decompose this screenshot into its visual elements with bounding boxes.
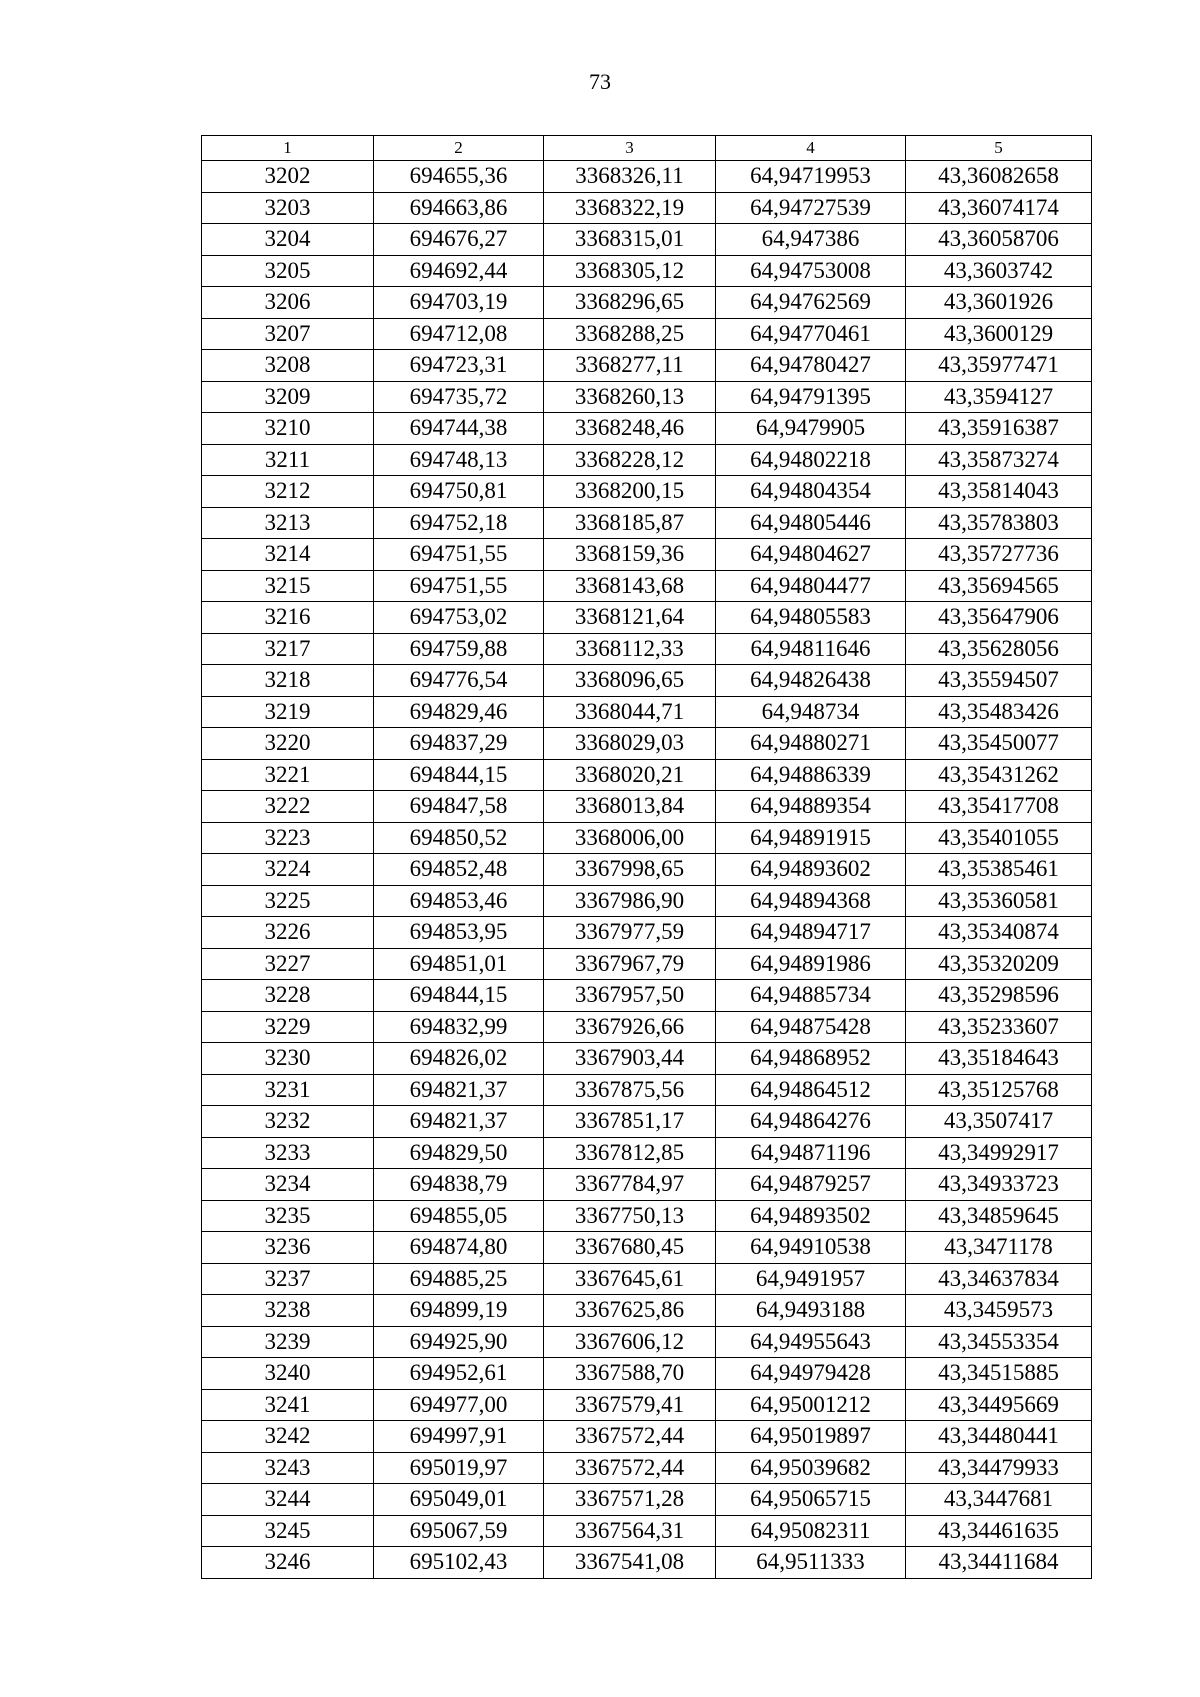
y-coordinate-cell: 3368044,71 <box>544 696 716 728</box>
x-coordinate-cell: 694735,72 <box>374 381 544 413</box>
x-coordinate-cell: 694925,90 <box>374 1326 544 1358</box>
longitude-cell: 43,35916387 <box>906 413 1092 445</box>
longitude-cell: 43,34479933 <box>906 1452 1092 1484</box>
latitude-cell: 64,94864276 <box>716 1106 906 1138</box>
table-row <box>202 1074 1092 1106</box>
longitude-cell: 43,35647906 <box>906 602 1092 634</box>
point-number-cell: 3202 <box>202 161 374 193</box>
x-coordinate-cell: 694885,25 <box>374 1263 544 1295</box>
x-coordinate-cell: 694977,00 <box>374 1389 544 1421</box>
latitude-cell: 64,94879257 <box>716 1169 906 1201</box>
y-coordinate-cell: 3367680,45 <box>544 1232 716 1264</box>
point-number-cell: 3243 <box>202 1452 374 1484</box>
table-row <box>202 948 1092 980</box>
point-number-cell: 3241 <box>202 1389 374 1421</box>
latitude-cell: 64,94802218 <box>716 444 906 476</box>
y-coordinate-cell: 3368013,84 <box>544 791 716 823</box>
x-coordinate-cell: 694899,19 <box>374 1295 544 1327</box>
point-number-cell: 3211 <box>202 444 374 476</box>
x-coordinate-cell: 694832,99 <box>374 1011 544 1043</box>
x-coordinate-cell: 694853,46 <box>374 885 544 917</box>
point-number-cell: 3242 <box>202 1421 374 1453</box>
point-number-cell: 3232 <box>202 1106 374 1138</box>
page-number: 73 <box>589 69 611 94</box>
point-number-cell: 3227 <box>202 948 374 980</box>
table-row <box>202 255 1092 287</box>
latitude-cell: 64,95039682 <box>716 1452 906 1484</box>
point-number-cell: 3220 <box>202 728 374 760</box>
y-coordinate-cell: 3367875,56 <box>544 1074 716 1106</box>
table-row <box>202 633 1092 665</box>
x-coordinate-cell: 694748,13 <box>374 444 544 476</box>
header-row <box>202 136 1092 161</box>
point-number-cell: 3244 <box>202 1484 374 1516</box>
column-header-4: 4 <box>716 136 906 161</box>
latitude-cell: 64,94910538 <box>716 1232 906 1264</box>
longitude-cell: 43,3603742 <box>906 255 1092 287</box>
y-coordinate-cell: 3367851,17 <box>544 1106 716 1138</box>
x-coordinate-cell: 694853,95 <box>374 917 544 949</box>
longitude-cell: 43,34637834 <box>906 1263 1092 1295</box>
table-row <box>202 1547 1092 1579</box>
x-coordinate-cell: 694829,46 <box>374 696 544 728</box>
longitude-cell: 43,34933723 <box>906 1169 1092 1201</box>
y-coordinate-cell: 3368305,12 <box>544 255 716 287</box>
table-row <box>202 1295 1092 1327</box>
table-row <box>202 759 1092 791</box>
table-row <box>202 1043 1092 1075</box>
coordinates-table <box>201 135 1092 1579</box>
table-row <box>202 1200 1092 1232</box>
x-coordinate-cell: 694850,52 <box>374 822 544 854</box>
x-coordinate-cell: 694997,91 <box>374 1421 544 1453</box>
latitude-cell: 64,94871196 <box>716 1137 906 1169</box>
longitude-cell: 43,35431262 <box>906 759 1092 791</box>
longitude-cell: 43,3447681 <box>906 1484 1092 1516</box>
x-coordinate-cell: 694844,15 <box>374 980 544 1012</box>
table-row <box>202 161 1092 193</box>
y-coordinate-cell: 3368315,01 <box>544 224 716 256</box>
latitude-cell: 64,94889354 <box>716 791 906 823</box>
table-row <box>202 1263 1092 1295</box>
y-coordinate-cell: 3368260,13 <box>544 381 716 413</box>
y-coordinate-cell: 3367926,66 <box>544 1011 716 1043</box>
x-coordinate-cell: 694663,86 <box>374 192 544 224</box>
point-number-cell: 3213 <box>202 507 374 539</box>
latitude-cell: 64,94891986 <box>716 948 906 980</box>
point-number-cell: 3234 <box>202 1169 374 1201</box>
point-number-cell: 3204 <box>202 224 374 256</box>
longitude-cell: 43,35483426 <box>906 696 1092 728</box>
longitude-cell: 43,3600129 <box>906 318 1092 350</box>
longitude-cell: 43,35694565 <box>906 570 1092 602</box>
latitude-cell: 64,94955643 <box>716 1326 906 1358</box>
latitude-cell: 64,9479905 <box>716 413 906 445</box>
x-coordinate-cell: 694692,44 <box>374 255 544 287</box>
longitude-cell: 43,34411684 <box>906 1547 1092 1579</box>
latitude-cell: 64,948734 <box>716 696 906 728</box>
longitude-cell: 43,3594127 <box>906 381 1092 413</box>
point-number-cell: 3228 <box>202 980 374 1012</box>
table-row <box>202 224 1092 256</box>
latitude-cell: 64,94805446 <box>716 507 906 539</box>
y-coordinate-cell: 3367572,44 <box>544 1452 716 1484</box>
y-coordinate-cell: 3368029,03 <box>544 728 716 760</box>
column-header-1: 1 <box>202 136 374 161</box>
x-coordinate-cell: 694844,15 <box>374 759 544 791</box>
latitude-cell: 64,94804627 <box>716 539 906 571</box>
point-number-cell: 3226 <box>202 917 374 949</box>
table-row <box>202 980 1092 1012</box>
y-coordinate-cell: 3368020,21 <box>544 759 716 791</box>
table-row <box>202 885 1092 917</box>
latitude-cell: 64,95019897 <box>716 1421 906 1453</box>
table-row <box>202 1421 1092 1453</box>
point-number-cell: 3205 <box>202 255 374 287</box>
x-coordinate-cell: 694847,58 <box>374 791 544 823</box>
longitude-cell: 43,34480441 <box>906 1421 1092 1453</box>
y-coordinate-cell: 3368200,15 <box>544 476 716 508</box>
point-number-cell: 3224 <box>202 854 374 886</box>
point-number-cell: 3237 <box>202 1263 374 1295</box>
point-number-cell: 3225 <box>202 885 374 917</box>
y-coordinate-cell: 3367606,12 <box>544 1326 716 1358</box>
table-row <box>202 1515 1092 1547</box>
longitude-cell: 43,35727736 <box>906 539 1092 571</box>
latitude-cell: 64,94875428 <box>716 1011 906 1043</box>
y-coordinate-cell: 3368112,33 <box>544 633 716 665</box>
x-coordinate-cell: 694952,61 <box>374 1358 544 1390</box>
longitude-cell: 43,35450077 <box>906 728 1092 760</box>
y-coordinate-cell: 3368185,87 <box>544 507 716 539</box>
y-coordinate-cell: 3367645,61 <box>544 1263 716 1295</box>
x-coordinate-cell: 694703,19 <box>374 287 544 319</box>
latitude-cell: 64,94885734 <box>716 980 906 1012</box>
latitude-cell: 64,94804477 <box>716 570 906 602</box>
point-number-cell: 3207 <box>202 318 374 350</box>
longitude-cell: 43,35873274 <box>906 444 1092 476</box>
longitude-cell: 43,35417708 <box>906 791 1092 823</box>
longitude-cell: 43,35594507 <box>906 665 1092 697</box>
table-row <box>202 1137 1092 1169</box>
longitude-cell: 43,35977471 <box>906 350 1092 382</box>
y-coordinate-cell: 3367957,50 <box>544 980 716 1012</box>
x-coordinate-cell: 695067,59 <box>374 1515 544 1547</box>
table-row <box>202 381 1092 413</box>
y-coordinate-cell: 3368277,11 <box>544 350 716 382</box>
y-coordinate-cell: 3367750,13 <box>544 1200 716 1232</box>
longitude-cell: 43,35340874 <box>906 917 1092 949</box>
latitude-cell: 64,94864512 <box>716 1074 906 1106</box>
point-number-cell: 3210 <box>202 413 374 445</box>
x-coordinate-cell: 694826,02 <box>374 1043 544 1075</box>
point-number-cell: 3215 <box>202 570 374 602</box>
point-number-cell: 3240 <box>202 1358 374 1390</box>
table-row <box>202 570 1092 602</box>
table-row <box>202 1484 1092 1516</box>
table-row <box>202 917 1092 949</box>
point-number-cell: 3203 <box>202 192 374 224</box>
table-row <box>202 1389 1092 1421</box>
table-row <box>202 1106 1092 1138</box>
longitude-cell: 43,35320209 <box>906 948 1092 980</box>
x-coordinate-cell: 694753,02 <box>374 602 544 634</box>
x-coordinate-cell: 694655,36 <box>374 161 544 193</box>
longitude-cell: 43,34515885 <box>906 1358 1092 1390</box>
x-coordinate-cell: 695019,97 <box>374 1452 544 1484</box>
table-row <box>202 287 1092 319</box>
x-coordinate-cell: 694821,37 <box>374 1074 544 1106</box>
point-number-cell: 3235 <box>202 1200 374 1232</box>
y-coordinate-cell: 3367784,97 <box>544 1169 716 1201</box>
table-row <box>202 696 1092 728</box>
x-coordinate-cell: 694829,50 <box>374 1137 544 1169</box>
latitude-cell: 64,94868952 <box>716 1043 906 1075</box>
x-coordinate-cell: 694751,55 <box>374 539 544 571</box>
point-number-cell: 3236 <box>202 1232 374 1264</box>
y-coordinate-cell: 3368096,65 <box>544 665 716 697</box>
longitude-cell: 43,34992917 <box>906 1137 1092 1169</box>
latitude-cell: 64,94826438 <box>716 665 906 697</box>
x-coordinate-cell: 694821,37 <box>374 1106 544 1138</box>
table-row <box>202 1326 1092 1358</box>
table-row <box>202 1452 1092 1484</box>
column-header-5: 5 <box>906 136 1092 161</box>
point-number-cell: 3219 <box>202 696 374 728</box>
latitude-cell: 64,94886339 <box>716 759 906 791</box>
x-coordinate-cell: 694752,18 <box>374 507 544 539</box>
latitude-cell: 64,9493188 <box>716 1295 906 1327</box>
x-coordinate-cell: 694744,38 <box>374 413 544 445</box>
point-number-cell: 3214 <box>202 539 374 571</box>
y-coordinate-cell: 3367998,65 <box>544 854 716 886</box>
longitude-cell: 43,34461635 <box>906 1515 1092 1547</box>
x-coordinate-cell: 694852,48 <box>374 854 544 886</box>
latitude-cell: 64,94762569 <box>716 287 906 319</box>
point-number-cell: 3222 <box>202 791 374 823</box>
y-coordinate-cell: 3367564,31 <box>544 1515 716 1547</box>
y-coordinate-cell: 3367572,44 <box>544 1421 716 1453</box>
point-number-cell: 3221 <box>202 759 374 791</box>
y-coordinate-cell: 3368248,46 <box>544 413 716 445</box>
x-coordinate-cell: 694837,29 <box>374 728 544 760</box>
y-coordinate-cell: 3368121,64 <box>544 602 716 634</box>
point-number-cell: 3233 <box>202 1137 374 1169</box>
x-coordinate-cell: 695049,01 <box>374 1484 544 1516</box>
table-row <box>202 350 1092 382</box>
table-row <box>202 507 1092 539</box>
longitude-cell: 43,34495669 <box>906 1389 1092 1421</box>
longitude-cell: 43,3507417 <box>906 1106 1092 1138</box>
longitude-cell: 43,34859645 <box>906 1200 1092 1232</box>
point-number-cell: 3216 <box>202 602 374 634</box>
x-coordinate-cell: 694851,01 <box>374 948 544 980</box>
y-coordinate-cell: 3367986,90 <box>544 885 716 917</box>
y-coordinate-cell: 3368296,65 <box>544 287 716 319</box>
longitude-cell: 43,36074174 <box>906 192 1092 224</box>
table-row <box>202 1011 1092 1043</box>
latitude-cell: 64,94719953 <box>716 161 906 193</box>
point-number-cell: 3238 <box>202 1295 374 1327</box>
y-coordinate-cell: 3368159,36 <box>544 539 716 571</box>
table-row <box>202 791 1092 823</box>
point-number-cell: 3208 <box>202 350 374 382</box>
column-header-3: 3 <box>544 136 716 161</box>
latitude-cell: 64,9491957 <box>716 1263 906 1295</box>
latitude-cell: 64,94880271 <box>716 728 906 760</box>
table-row <box>202 728 1092 760</box>
y-coordinate-cell: 3368322,19 <box>544 192 716 224</box>
longitude-cell: 43,36058706 <box>906 224 1092 256</box>
longitude-cell: 43,34553354 <box>906 1326 1092 1358</box>
x-coordinate-cell: 694855,05 <box>374 1200 544 1232</box>
point-number-cell: 3218 <box>202 665 374 697</box>
x-coordinate-cell: 694751,55 <box>374 570 544 602</box>
y-coordinate-cell: 3367579,41 <box>544 1389 716 1421</box>
longitude-cell: 43,3459573 <box>906 1295 1092 1327</box>
longitude-cell: 43,3471178 <box>906 1232 1092 1264</box>
y-coordinate-cell: 3367541,08 <box>544 1547 716 1579</box>
y-coordinate-cell: 3367625,86 <box>544 1295 716 1327</box>
longitude-cell: 43,35385461 <box>906 854 1092 886</box>
latitude-cell: 64,95001212 <box>716 1389 906 1421</box>
latitude-cell: 64,947386 <box>716 224 906 256</box>
table-row <box>202 413 1092 445</box>
table-row <box>202 476 1092 508</box>
table-row <box>202 854 1092 886</box>
point-number-cell: 3223 <box>202 822 374 854</box>
x-coordinate-cell: 694750,81 <box>374 476 544 508</box>
y-coordinate-cell: 3367812,85 <box>544 1137 716 1169</box>
latitude-cell: 64,94780427 <box>716 350 906 382</box>
longitude-cell: 43,35360581 <box>906 885 1092 917</box>
y-coordinate-cell: 3367967,79 <box>544 948 716 980</box>
table-row <box>202 1358 1092 1390</box>
x-coordinate-cell: 694776,54 <box>374 665 544 697</box>
longitude-cell: 43,35233607 <box>906 1011 1092 1043</box>
latitude-cell: 64,94805583 <box>716 602 906 634</box>
y-coordinate-cell: 3367977,59 <box>544 917 716 949</box>
longitude-cell: 43,35814043 <box>906 476 1092 508</box>
table-row <box>202 539 1092 571</box>
latitude-cell: 64,94811646 <box>716 633 906 665</box>
x-coordinate-cell: 694712,08 <box>374 318 544 350</box>
point-number-cell: 3217 <box>202 633 374 665</box>
latitude-cell: 64,94770461 <box>716 318 906 350</box>
longitude-cell: 43,35298596 <box>906 980 1092 1012</box>
latitude-cell: 64,94727539 <box>716 192 906 224</box>
table-row <box>202 1169 1092 1201</box>
table-row <box>202 822 1092 854</box>
y-coordinate-cell: 3367571,28 <box>544 1484 716 1516</box>
x-coordinate-cell: 694723,31 <box>374 350 544 382</box>
latitude-cell: 64,94894717 <box>716 917 906 949</box>
x-coordinate-cell: 694838,79 <box>374 1169 544 1201</box>
y-coordinate-cell: 3368228,12 <box>544 444 716 476</box>
latitude-cell: 64,94753008 <box>716 255 906 287</box>
table-row <box>202 318 1092 350</box>
table-row <box>202 1232 1092 1264</box>
point-number-cell: 3231 <box>202 1074 374 1106</box>
point-number-cell: 3246 <box>202 1547 374 1579</box>
y-coordinate-cell: 3368326,11 <box>544 161 716 193</box>
latitude-cell: 64,94894368 <box>716 885 906 917</box>
point-number-cell: 3209 <box>202 381 374 413</box>
latitude-cell: 64,95065715 <box>716 1484 906 1516</box>
y-coordinate-cell: 3367588,70 <box>544 1358 716 1390</box>
longitude-cell: 43,36082658 <box>906 161 1092 193</box>
latitude-cell: 64,94891915 <box>716 822 906 854</box>
point-number-cell: 3206 <box>202 287 374 319</box>
longitude-cell: 43,35401055 <box>906 822 1092 854</box>
y-coordinate-cell: 3368006,00 <box>544 822 716 854</box>
point-number-cell: 3229 <box>202 1011 374 1043</box>
latitude-cell: 64,94804354 <box>716 476 906 508</box>
latitude-cell: 64,94791395 <box>716 381 906 413</box>
y-coordinate-cell: 3367903,44 <box>544 1043 716 1075</box>
latitude-cell: 64,94979428 <box>716 1358 906 1390</box>
latitude-cell: 64,94893502 <box>716 1200 906 1232</box>
point-number-cell: 3230 <box>202 1043 374 1075</box>
x-coordinate-cell: 694759,88 <box>374 633 544 665</box>
longitude-cell: 43,3601926 <box>906 287 1092 319</box>
x-coordinate-cell: 695102,43 <box>374 1547 544 1579</box>
x-coordinate-cell: 694676,27 <box>374 224 544 256</box>
latitude-cell: 64,9511333 <box>716 1547 906 1579</box>
table-row <box>202 444 1092 476</box>
latitude-cell: 64,95082311 <box>716 1515 906 1547</box>
point-number-cell: 3212 <box>202 476 374 508</box>
column-header-2: 2 <box>374 136 544 161</box>
table-body <box>202 161 1092 1579</box>
point-number-cell: 3245 <box>202 1515 374 1547</box>
longitude-cell: 43,35628056 <box>906 633 1092 665</box>
y-coordinate-cell: 3368143,68 <box>544 570 716 602</box>
table-row <box>202 665 1092 697</box>
longitude-cell: 43,35125768 <box>906 1074 1092 1106</box>
latitude-cell: 64,94893602 <box>716 854 906 886</box>
longitude-cell: 43,35783803 <box>906 507 1092 539</box>
longitude-cell: 43,35184643 <box>906 1043 1092 1075</box>
y-coordinate-cell: 3368288,25 <box>544 318 716 350</box>
table-row <box>202 602 1092 634</box>
table-row <box>202 192 1092 224</box>
x-coordinate-cell: 694874,80 <box>374 1232 544 1264</box>
point-number-cell: 3239 <box>202 1326 374 1358</box>
